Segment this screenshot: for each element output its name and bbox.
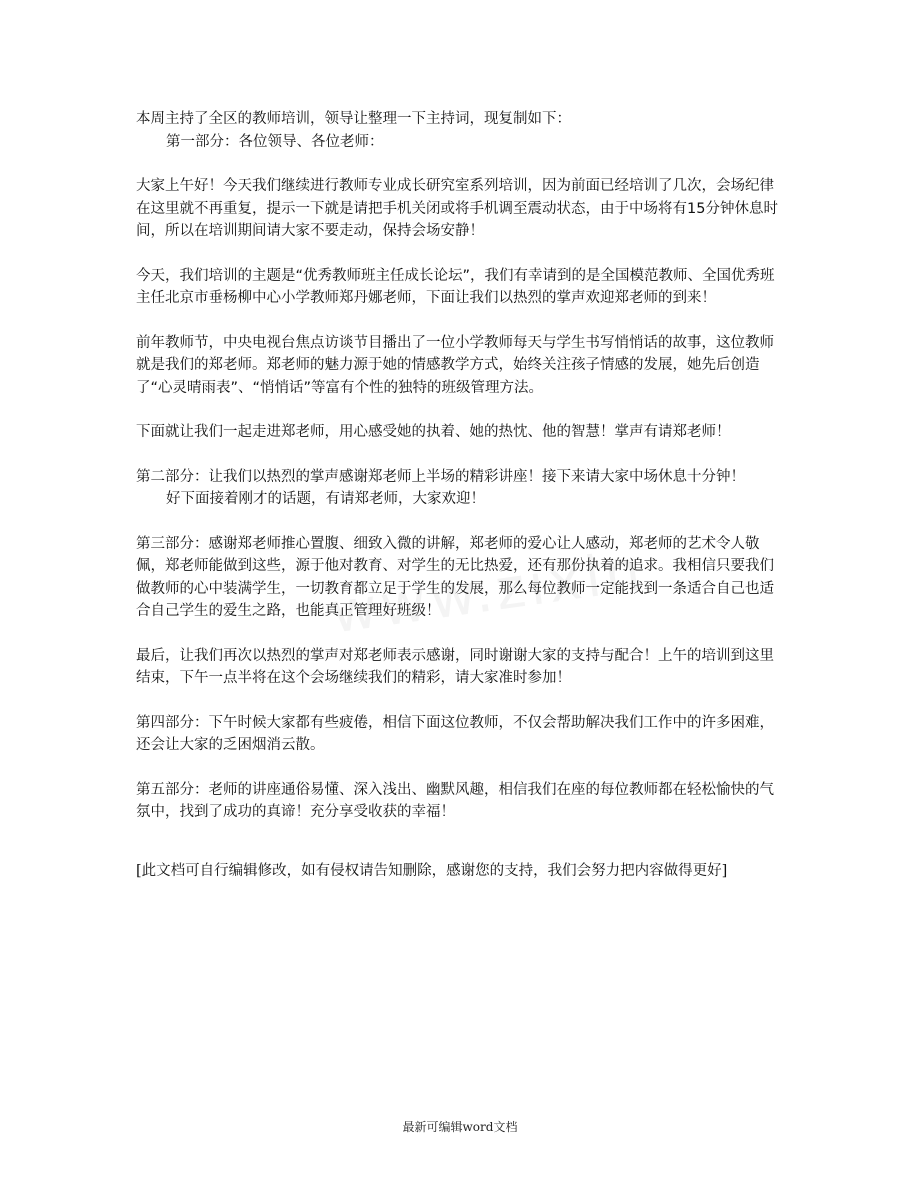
part3-paragraph: 第三部分：感谢郑老师推心置腹、细致入微的讲解，郑老师的爱心让人感动，郑老师的艺术令人敬佩，郑老师能做到这些，源于他对教育、对学生的无比热爱，还有那份执着的追求。我相信只要我们做教师的心中装满学生，一切教育都立足于学生的发展，那么每位教师一定能找到一条适合自己也适合自己学生的爱生之路，也能真正管理好班级！ [136,535,774,619]
paragraph-theme: 今天，我们培训的主题是“优秀教师班主任成长论坛”，我们有幸请到的是全国模范教师、全国优秀班主任北京市垂杨柳中心小学教师郑丹娜老师，下面让我们以热烈的掌声欢迎郑老师的到来！ [136,267,775,306]
disclaimer-note: [此文档可自行编辑修改，如有侵权请告知删除，感谢您的支持，我们会努力把内容做得更好] [136,862,728,879]
part2-follow-line: 好下面接着刚才的话题，有请郑老师，大家欢迎！ [166,491,485,507]
paragraph-greeting: 大家上午好！今天我们继续进行教师专业成长研究室系列培训，因为前面已经培训了几次，会场纪律在这里就不再重复，提示一下就是请把手机关闭或将手机调至震动状态，由于中场将有15分钟休息时间，所以在培训期间请大家不要走动，保持会场安静！ [136,178,778,239]
paragraph-introduction: 前年教师节，中央电视台焦点访谈节目播出了一位小学教师每天与学生书写悄悄话的故事，这位教师就是我们的郑老师。郑老师的魅力源于她的情感教学方式，始终关注孩子情感的发展，她先后创造了“心灵晴雨表”、“悄悄话”等富有个性的独特的班级管理方法。 [136,334,774,396]
part2-paragraph: 第二部分：让我们以热烈的掌声感谢郑老师上半场的精彩讲座！接下来请大家中场休息十分钟！ [136,468,745,485]
part5-paragraph: 第五部分：老师的讲座通俗易懂、深入浅出、幽默风趣，相信我们在座的每位教师都在轻松愉快的气氛中，找到了成功的真谛！充分享受收获的幸福！ [136,781,774,820]
part1-heading: 第一部分：各位领导、各位老师： [166,133,384,150]
paragraph-invite: 下面就让我们一起走进郑老师，用心感受她的执着、她的热忱、他的智慧！掌声有请郑老师！ [136,424,731,440]
closing-paragraph: 最后，让我们再次以热烈的掌声对郑老师表示感谢，同时谢谢大家的支持与配合！上午的培训到这里结束，下午一点半将在这个会场继续我们的精彩，请大家准时参加！ [136,647,774,686]
intro-line: 本周主持了全区的教师培训，领导让整理一下主持词，现复制如下： [136,111,571,127]
page-footer: 最新可编辑word文档 [402,1120,518,1134]
part4-paragraph: 第四部分：下午时候大家都有些疲倦，相信下面这位教师，不仅会帮助解决我们工作中的许多困难，还会让大家的乏困烟消云散。 [136,714,774,753]
document-body [136,108,786,882]
